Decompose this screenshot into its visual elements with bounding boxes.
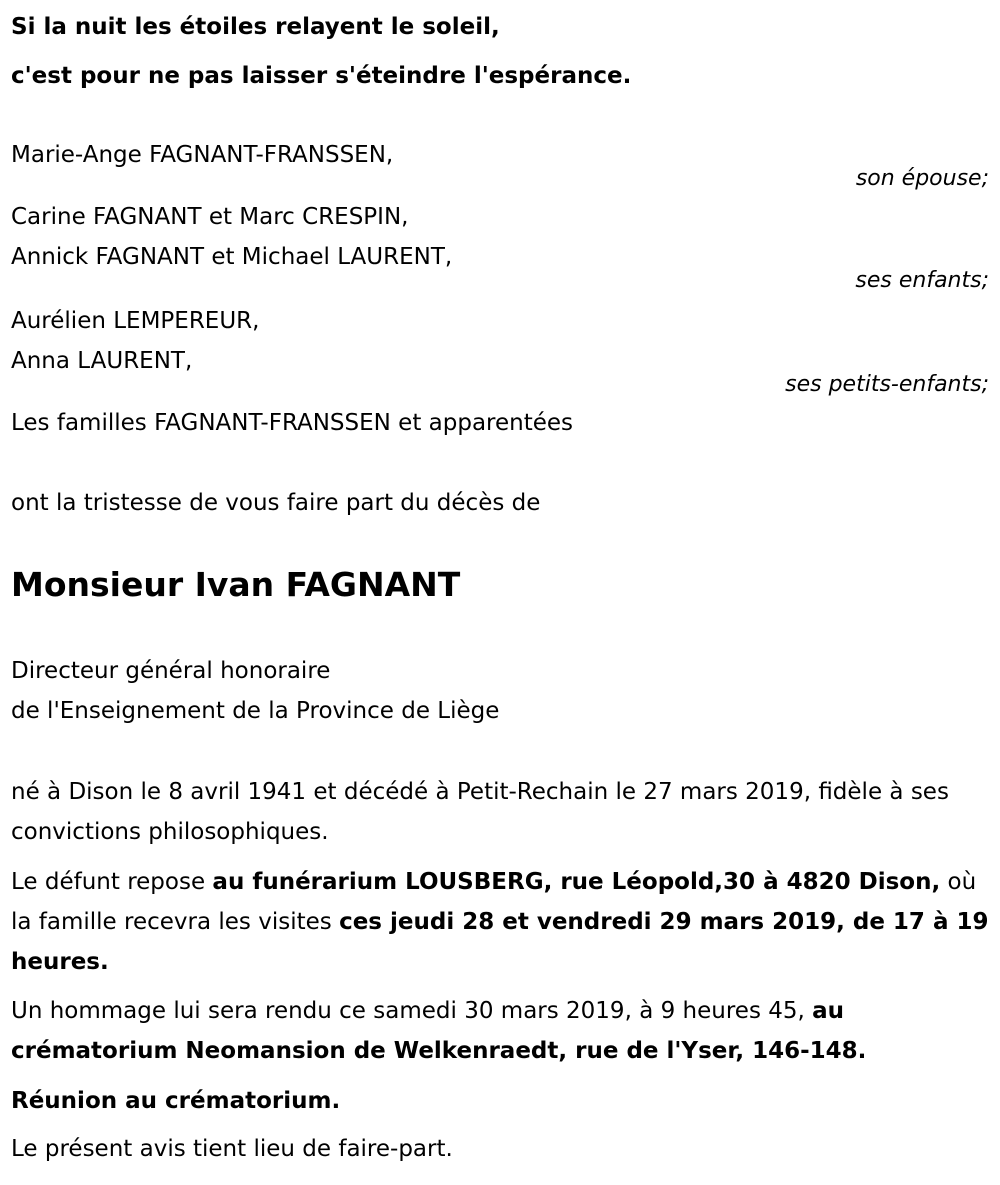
- child-name-2: Annick FAGNANT et Michael LAURENT,: [11, 244, 453, 270]
- tribute-paragraph: [11, 991, 989, 1071]
- announcement-line: ont la tristesse de vous faire part du décès de: [11, 490, 541, 516]
- children-role: ses enfants;: [855, 268, 989, 293]
- tribute-text: Un hommage lui sera rendu ce samedi 30 mars 2019, à 9 heures 45,: [11, 998, 813, 1024]
- spouse-name: Marie-Ange FAGNANT-FRANSSEN,: [11, 142, 394, 168]
- quote-line-1: Si la nuit les étoiles relayent le soleil,: [11, 14, 500, 40]
- grandchild-name-2: Anna LAURENT,: [11, 348, 193, 374]
- deceased-name: Monsieur Ivan FAGNANT: [11, 565, 461, 604]
- deceased-title-line-1: Directeur général honoraire: [11, 658, 331, 684]
- quote-line-2: c'est pour ne pas laisser s'éteindre l'espérance.: [11, 63, 632, 89]
- repose-text-1: Le défunt repose: [11, 869, 213, 895]
- repose-text-2: où la famille recevra les visites: [11, 869, 977, 935]
- meeting-line: Réunion au crématorium.: [11, 1088, 341, 1114]
- visiting-hours: ces jeudi 28 et vendredi 29 mars 2019, de 17 à 19 heures.: [11, 909, 989, 975]
- repose-location: au funérarium LOUSBERG, rue Léopold,30 à 4820 Dison,: [212, 869, 941, 895]
- crematorium-location: au crématorium Neomansion de Welkenraedt, rue de l'Yser, 146-148.: [11, 998, 867, 1064]
- child-name-1: Carine FAGNANT et Marc CRESPIN,: [11, 204, 409, 230]
- spouse-role: son épouse;: [855, 166, 989, 191]
- birth-death-paragraph: né à Dison le 8 avril 1941 et décédé à Petit-Rechain le 27 mars 2019, fidèle à ses convictions philosophiques.: [11, 779, 949, 845]
- repose-paragraph: [11, 862, 989, 982]
- deceased-title-line-2: de l'Enseignement de la Province de Liège: [11, 698, 500, 724]
- grandchildren-role: ses petits-enfants;: [785, 372, 989, 397]
- grandchild-name-1: Aurélien LEMPEREUR,: [11, 308, 260, 334]
- families-line: Les familles FAGNANT-FRANSSEN et apparentées: [11, 410, 574, 436]
- closing-line: Le présent avis tient lieu de faire-part.: [11, 1136, 453, 1162]
